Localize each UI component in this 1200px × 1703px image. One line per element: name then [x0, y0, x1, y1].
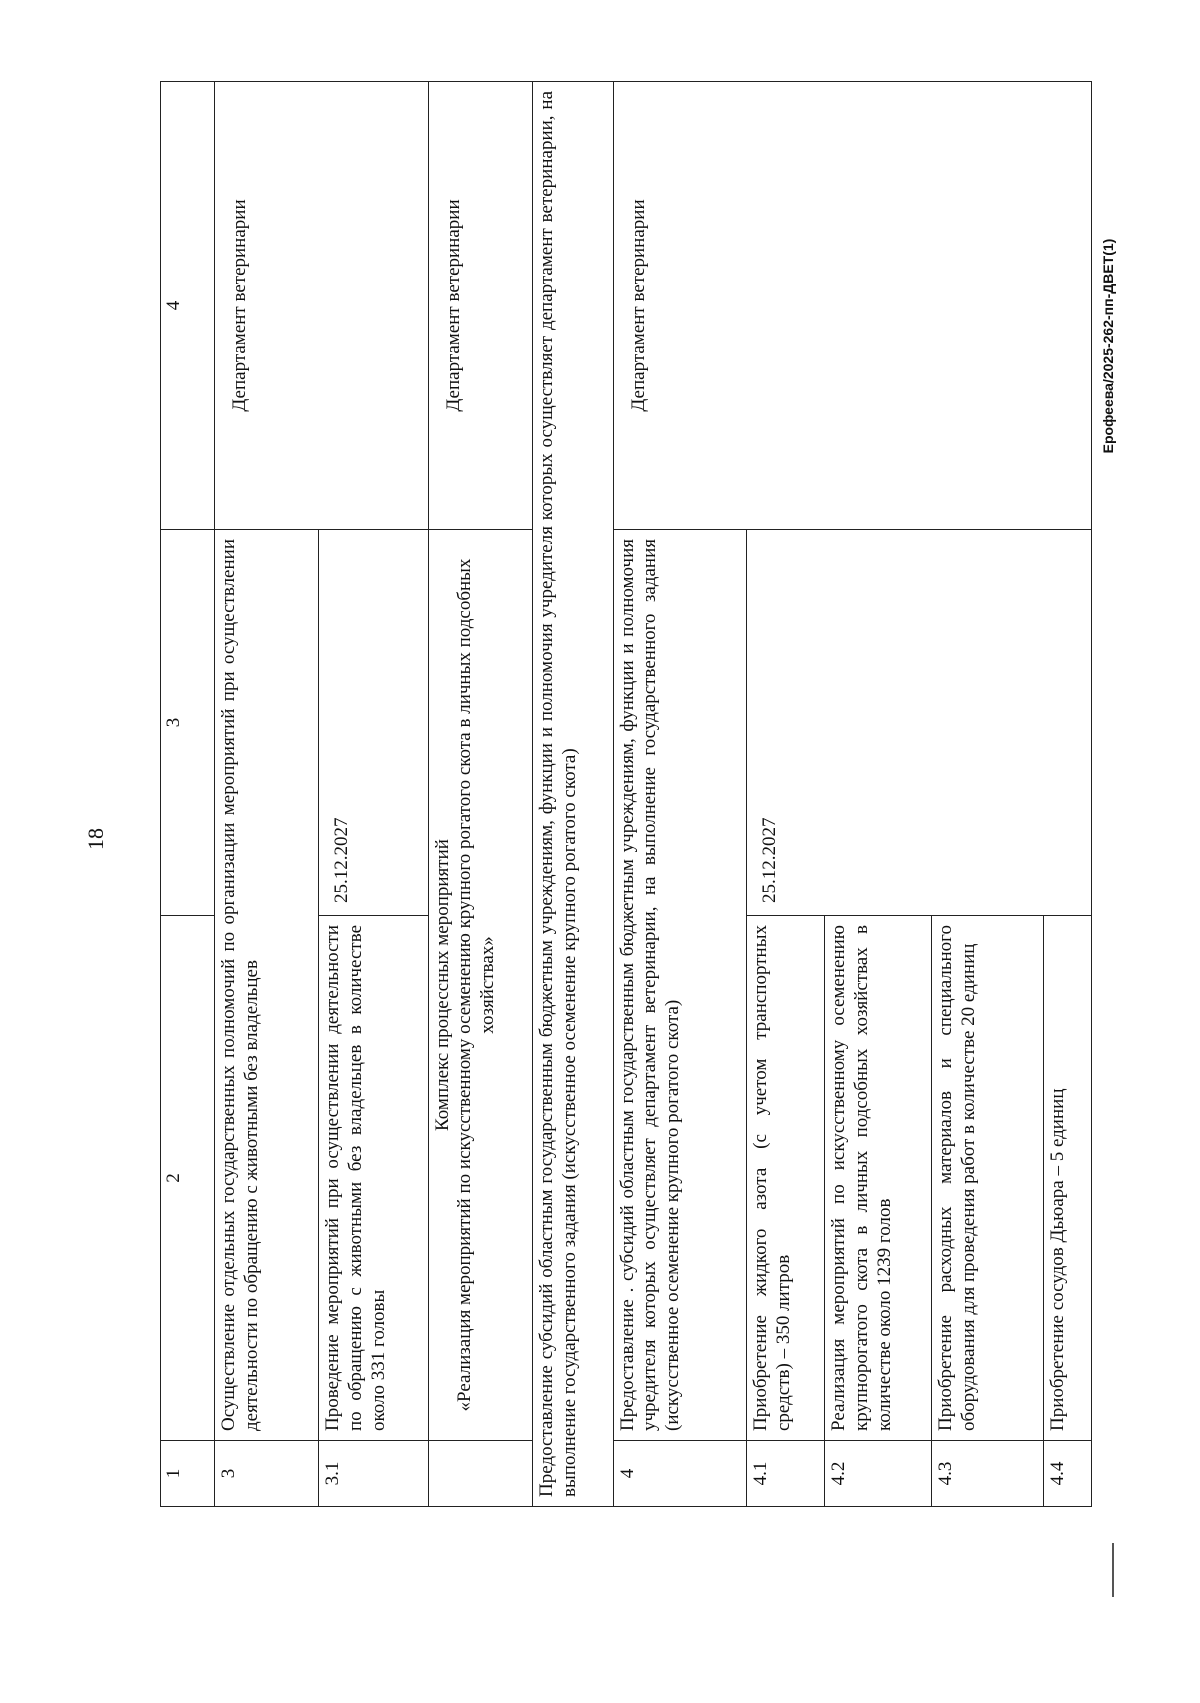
row-text: Реализация мероприятий по искусственному осеменению крупнорогатого скота в личных подсобных хозяйствах в количестве около 1239 голов [825, 916, 931, 1441]
complex-text: «Реализация мероприятий по искусственному осеменению крупного рогатого скота в личных подсобных хозяйствах» [454, 558, 499, 1412]
table-row [428, 82, 532, 1507]
table-row [532, 82, 613, 1507]
row-text: Приобретение расходных материалов и специального оборудования для проведения работ в количестве 20 единиц [931, 916, 1043, 1441]
table-row [214, 82, 318, 1507]
spanning-text-cell: Предоставление субсидий областным государственным бюджетным учреждениям, функции и полномочия учредителя которых осуществляет департамент ветеринарии, на выполнение государственного задания (искусственное осеменение крупного рогатого скота) [532, 82, 613, 1507]
row-number [428, 1441, 532, 1507]
responsible-cell: Департамент ветеринарии [214, 82, 428, 530]
measures-table [160, 81, 1092, 1507]
row-text: Приобретение жидкого азота (с учетом транспортных средств) – 350 литров [746, 916, 824, 1441]
row-number: 4 [613, 1441, 746, 1507]
row-number: 4.4 [1043, 1441, 1091, 1507]
table-header-row [161, 82, 215, 1507]
header-cell-4: 4 [161, 82, 215, 530]
row-text: Осуществление отдельных государственных полномочий по организации мероприятий при осуществлении деятельности по обращению с животными без владельцев [214, 530, 318, 1441]
row-text: Предоставление . субсидий областным государственным бюджетным учреждениям, функции и полномочия учредителя которых осуществляет департамент ветеринарии, на выполнение государственного задания (искусственное осеменение крупного рогатого скота) [613, 530, 746, 1441]
header-cell-3: 3 [161, 530, 215, 916]
row-text: Проведение мероприятий при осуществлении деятельности по обращению с животными без владельцев в количестве около 331 головы [319, 916, 429, 1441]
row-number: 4.1 [746, 1441, 824, 1507]
complex-cell [428, 530, 532, 1441]
responsible-cell: Департамент ветеринарии [613, 82, 1091, 530]
row-number: 3 [214, 1441, 318, 1507]
date-cell: 25.12.2027 [746, 530, 1091, 916]
table-row [613, 82, 746, 1507]
date-cell: 25.12.2027 [319, 530, 429, 916]
header-cell-1: 1 [161, 1441, 215, 1507]
complex-title: Комплекс процессных мероприятий [431, 839, 453, 1131]
row-number: 4.3 [931, 1441, 1043, 1507]
header-cell-2: 2 [161, 916, 215, 1441]
responsible-cell: Департамент ветеринарии [428, 82, 532, 530]
row-number: 4.2 [825, 1441, 931, 1507]
row-number: 3.1 [319, 1441, 429, 1507]
margin-mark [1112, 1543, 1114, 1597]
row-text: Приобретение сосудов Дьюара – 5 единиц [1043, 916, 1091, 1441]
footer-document-code: Ерофеева/2025-262-пп-ДВЕТ(1) [1100, 238, 1116, 454]
page-number: 18 [83, 828, 108, 850]
